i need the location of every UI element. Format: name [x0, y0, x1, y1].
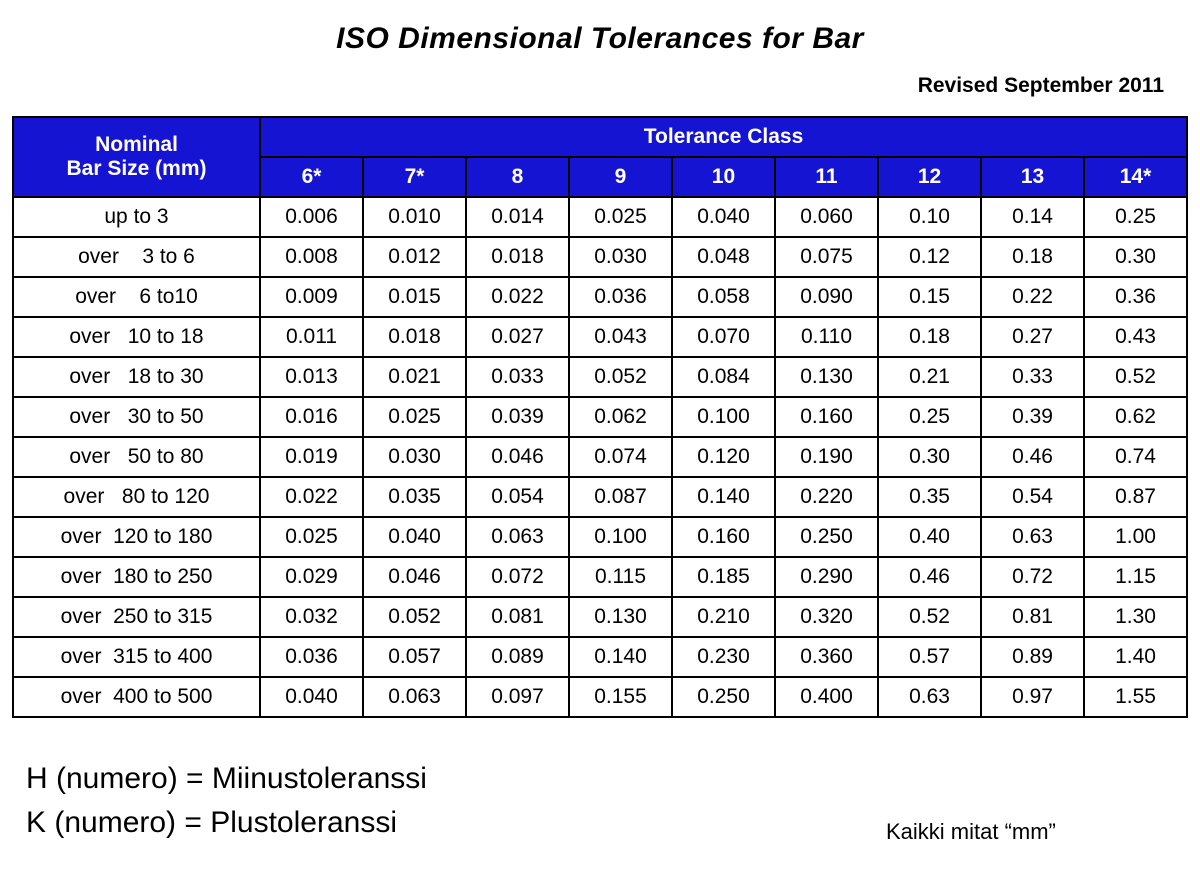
- cell-value: 0.100: [569, 517, 672, 557]
- cell-value: 0.130: [569, 597, 672, 637]
- cell-value: 0.40: [878, 517, 981, 557]
- cell-value: 0.008: [260, 237, 363, 277]
- cell-value: 0.081: [466, 597, 569, 637]
- cell-value: 0.052: [363, 597, 466, 637]
- cell-value: 0.290: [775, 557, 878, 597]
- cell-value: 0.220: [775, 477, 878, 517]
- cell-value: 0.036: [569, 277, 672, 317]
- cell-value: 0.057: [363, 637, 466, 677]
- cell-value: 1.55: [1084, 677, 1187, 717]
- cell-value: 1.00: [1084, 517, 1187, 557]
- cell-value: 0.040: [672, 197, 775, 237]
- column-header-class-5: 11: [775, 157, 878, 197]
- column-header-tolerance-class: Tolerance Class: [260, 117, 1187, 157]
- cell-value: 0.14: [981, 197, 1084, 237]
- cell-value: 0.043: [569, 317, 672, 357]
- cell-value: 0.075: [775, 237, 878, 277]
- cell-value: 0.058: [672, 277, 775, 317]
- document-page: [0, 22, 1200, 874]
- nominal-header-line2: Bar Size (mm): [66, 157, 207, 180]
- cell-value: 0.63: [878, 677, 981, 717]
- cell-value: 0.30: [1084, 237, 1187, 277]
- cell-value: 0.046: [363, 557, 466, 597]
- cell-value: 0.25: [878, 397, 981, 437]
- cell-value: 0.18: [878, 317, 981, 357]
- column-header-class-8: 14*: [1084, 157, 1187, 197]
- cell-value: 0.015: [363, 277, 466, 317]
- row-label: over 50 to 80: [13, 437, 260, 477]
- row-label: over 10 to 18: [13, 317, 260, 357]
- cell-value: 0.250: [775, 517, 878, 557]
- table-row: [13, 397, 1187, 437]
- cell-value: 0.074: [569, 437, 672, 477]
- cell-value: 0.016: [260, 397, 363, 437]
- cell-value: 0.063: [466, 517, 569, 557]
- cell-value: 0.210: [672, 597, 775, 637]
- column-header-class-2: 8: [466, 157, 569, 197]
- cell-value: 0.74: [1084, 437, 1187, 477]
- table-row: [13, 517, 1187, 557]
- table-header-row-group: [13, 117, 1187, 157]
- cell-value: 0.160: [672, 517, 775, 557]
- table-row: [13, 557, 1187, 597]
- cell-value: 0.36: [1084, 277, 1187, 317]
- row-label: over 120 to 180: [13, 517, 260, 557]
- cell-value: 0.25: [1084, 197, 1187, 237]
- note-plus-tolerance: K (numero) = Plustoleranssi: [26, 805, 397, 839]
- row-label: over 180 to 250: [13, 557, 260, 597]
- tolerance-table-container: [12, 116, 1188, 718]
- row-label: over 18 to 30: [13, 357, 260, 397]
- cell-value: 0.160: [775, 397, 878, 437]
- cell-value: 0.100: [672, 397, 775, 437]
- cell-value: 0.360: [775, 637, 878, 677]
- cell-value: 0.054: [466, 477, 569, 517]
- notes-section: [26, 757, 1176, 844]
- cell-value: 0.140: [569, 637, 672, 677]
- cell-value: 0.27: [981, 317, 1084, 357]
- column-header-nominal-bar-size: [13, 117, 260, 197]
- cell-value: 0.33: [981, 357, 1084, 397]
- table-row: [13, 597, 1187, 637]
- cell-value: 0.072: [466, 557, 569, 597]
- revision-note: Revised September 2011: [917, 74, 1164, 97]
- cell-value: 0.63: [981, 517, 1084, 557]
- cell-value: 0.062: [569, 397, 672, 437]
- cell-value: 0.009: [260, 277, 363, 317]
- column-header-class-1: 7*: [363, 157, 466, 197]
- cell-value: 0.040: [363, 517, 466, 557]
- cell-value: 0.060: [775, 197, 878, 237]
- column-header-class-7: 13: [981, 157, 1084, 197]
- note-minus-tolerance: H (numero) = Miinustoleranssi: [26, 762, 427, 795]
- cell-value: 0.046: [466, 437, 569, 477]
- cell-value: 0.43: [1084, 317, 1187, 357]
- cell-value: 0.35: [878, 477, 981, 517]
- cell-value: 0.18: [981, 237, 1084, 277]
- row-label: up to 3: [13, 197, 260, 237]
- cell-value: 0.320: [775, 597, 878, 637]
- table-row: [13, 637, 1187, 677]
- cell-value: 0.87: [1084, 477, 1187, 517]
- table-row: [13, 237, 1187, 277]
- cell-value: 0.021: [363, 357, 466, 397]
- cell-value: 1.40: [1084, 637, 1187, 677]
- cell-value: 0.81: [981, 597, 1084, 637]
- table-body: [13, 197, 1187, 717]
- cell-value: 0.185: [672, 557, 775, 597]
- cell-value: 0.97: [981, 677, 1084, 717]
- table-row: [13, 477, 1187, 517]
- cell-value: 0.019: [260, 437, 363, 477]
- column-header-class-6: 12: [878, 157, 981, 197]
- row-label: over 315 to 400: [13, 637, 260, 677]
- cell-value: 0.025: [260, 517, 363, 557]
- cell-value: 0.230: [672, 637, 775, 677]
- cell-value: 0.052: [569, 357, 672, 397]
- cell-value: 0.012: [363, 237, 466, 277]
- table-row: [13, 197, 1187, 237]
- table-row: [13, 357, 1187, 397]
- cell-value: 0.040: [260, 677, 363, 717]
- cell-value: 0.022: [260, 477, 363, 517]
- table-row: [13, 277, 1187, 317]
- cell-value: 0.30: [878, 437, 981, 477]
- cell-value: 0.155: [569, 677, 672, 717]
- cell-value: 0.57: [878, 637, 981, 677]
- cell-value: 0.063: [363, 677, 466, 717]
- page-title: ISO Dimensional Tolerances for Bar: [336, 22, 864, 55]
- cell-value: 0.39: [981, 397, 1084, 437]
- cell-value: 0.070: [672, 317, 775, 357]
- cell-value: 0.110: [775, 317, 878, 357]
- cell-value: 0.087: [569, 477, 672, 517]
- cell-value: 0.010: [363, 197, 466, 237]
- cell-value: 0.89: [981, 637, 1084, 677]
- row-label: over 3 to 6: [13, 237, 260, 277]
- cell-value: 0.035: [363, 477, 466, 517]
- cell-value: 0.62: [1084, 397, 1187, 437]
- cell-value: 0.400: [775, 677, 878, 717]
- cell-value: 0.018: [363, 317, 466, 357]
- row-label: over 250 to 315: [13, 597, 260, 637]
- cell-value: 0.014: [466, 197, 569, 237]
- row-label: over 400 to 500: [13, 677, 260, 717]
- cell-value: 0.22: [981, 277, 1084, 317]
- cell-value: 0.025: [363, 397, 466, 437]
- cell-value: 0.10: [878, 197, 981, 237]
- cell-value: 0.039: [466, 397, 569, 437]
- cell-value: 0.011: [260, 317, 363, 357]
- cell-value: 0.52: [878, 597, 981, 637]
- cell-value: 0.72: [981, 557, 1084, 597]
- cell-value: 0.52: [1084, 357, 1187, 397]
- cell-value: 0.46: [878, 557, 981, 597]
- note-units: Kaikki mitat “mm”: [886, 819, 1056, 844]
- cell-value: 0.036: [260, 637, 363, 677]
- cell-value: 0.250: [672, 677, 775, 717]
- row-label: over 80 to 120: [13, 477, 260, 517]
- cell-value: 0.15: [878, 277, 981, 317]
- cell-value: 0.018: [466, 237, 569, 277]
- cell-value: 1.15: [1084, 557, 1187, 597]
- cell-value: 0.140: [672, 477, 775, 517]
- cell-value: 0.013: [260, 357, 363, 397]
- row-label: over 6 to10: [13, 277, 260, 317]
- cell-value: 0.120: [672, 437, 775, 477]
- cell-value: 0.030: [569, 237, 672, 277]
- cell-value: 0.022: [466, 277, 569, 317]
- cell-value: 0.048: [672, 237, 775, 277]
- cell-value: 0.084: [672, 357, 775, 397]
- cell-value: 0.090: [775, 277, 878, 317]
- cell-value: 0.54: [981, 477, 1084, 517]
- cell-value: 0.089: [466, 637, 569, 677]
- cell-value: 0.12: [878, 237, 981, 277]
- nominal-header-line1: Nominal: [95, 132, 178, 156]
- cell-value: 0.033: [466, 357, 569, 397]
- column-header-class-0: 6*: [260, 157, 363, 197]
- table-header: [13, 117, 1187, 197]
- cell-value: 0.130: [775, 357, 878, 397]
- tolerance-table: [12, 116, 1188, 718]
- table-row: [13, 317, 1187, 357]
- cell-value: 0.097: [466, 677, 569, 717]
- cell-value: 0.006: [260, 197, 363, 237]
- cell-value: 0.190: [775, 437, 878, 477]
- cell-value: 0.032: [260, 597, 363, 637]
- table-row: [13, 437, 1187, 477]
- cell-value: 1.30: [1084, 597, 1187, 637]
- cell-value: 0.115: [569, 557, 672, 597]
- cell-value: 0.025: [569, 197, 672, 237]
- cell-value: 0.46: [981, 437, 1084, 477]
- table-row: [13, 677, 1187, 717]
- cell-value: 0.030: [363, 437, 466, 477]
- cell-value: 0.029: [260, 557, 363, 597]
- column-header-class-4: 10: [672, 157, 775, 197]
- row-label: over 30 to 50: [13, 397, 260, 437]
- cell-value: 0.21: [878, 357, 981, 397]
- cell-value: 0.027: [466, 317, 569, 357]
- column-header-class-3: 9: [569, 157, 672, 197]
